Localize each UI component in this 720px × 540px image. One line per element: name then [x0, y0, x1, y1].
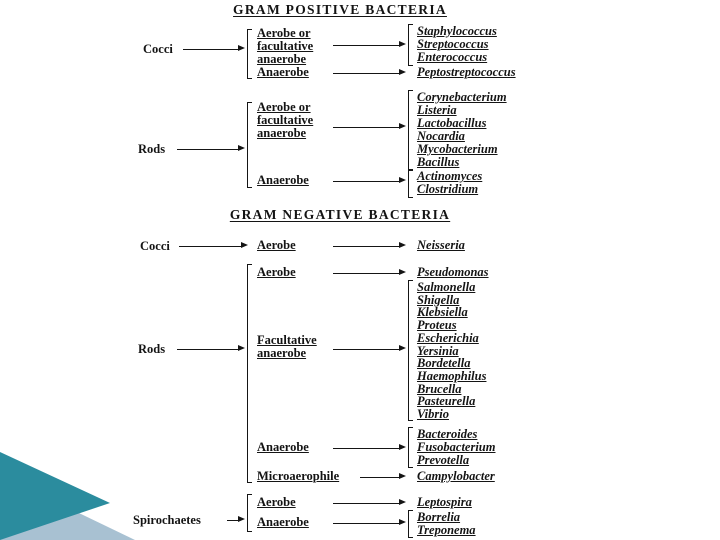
- gp-rods-anaerobe-organisms: [417, 170, 482, 196]
- gn-spiro-aerobe-label: Aerobe: [257, 495, 296, 509]
- gp-cocci-arrow: [183, 49, 238, 50]
- gn-rods-facultative-organisms: [417, 281, 486, 421]
- gp-rods-arrow: [177, 149, 238, 150]
- gn-spirochaetes-arrow: [227, 520, 238, 521]
- organism-name: Clostridium: [417, 182, 479, 196]
- gn-rods-anaerobe-label: Anaerobe: [257, 440, 309, 454]
- organism-name: Fusobacterium: [417, 440, 496, 454]
- gp-cocci-label: Cocci: [143, 42, 173, 56]
- organism-name: Treponema: [417, 523, 476, 537]
- gn-cocci-label: Cocci: [140, 239, 170, 253]
- organism-name: Enterococcus: [417, 50, 488, 64]
- corner-decoration: [0, 445, 150, 540]
- gp-rods-label: Rods: [138, 142, 166, 156]
- gp-cocci-aerobe-label: [257, 27, 313, 66]
- gn-spiro-aerobe-arrow: [333, 503, 399, 504]
- gn-rods-microaerophile-organism: Campylobacter: [417, 469, 495, 483]
- organism-name: Salmonella: [417, 280, 476, 294]
- organism-name: Klebsiella: [417, 305, 468, 320]
- organism-name: Borrelia: [417, 510, 461, 524]
- gn-spirochaetes-label: Spirochaetes: [133, 513, 201, 527]
- gn-spiro-anaerobe-organisms: [417, 511, 476, 537]
- gn-rods-arrow: [177, 349, 238, 350]
- organism-name: Lactobacillus: [417, 116, 487, 130]
- gn-rods-label: Rods: [138, 342, 166, 356]
- gn-rods-aerobe-arrow: [333, 273, 399, 274]
- organism-name: Vibrio: [417, 407, 449, 422]
- organism-name: Proteus: [417, 318, 457, 333]
- gn-rods-facultative-label: [257, 334, 317, 360]
- gn-spiro-anaerobe-bracket: [408, 510, 413, 538]
- gn-rods-aerobe-organism: Pseudomonas: [417, 265, 489, 279]
- organism-name: Corynebacterium: [417, 90, 507, 104]
- gram-negative-title: GRAM NEGATIVE BACTERIA: [229, 207, 451, 222]
- gp-cocci-organisms-bracket: [408, 24, 413, 66]
- gp-rods-anaerobe-bracket: [408, 169, 413, 198]
- text-line: facultative: [257, 113, 314, 127]
- organism-name: Haemophilus: [417, 368, 487, 383]
- organism-name: Yersinia: [417, 343, 459, 358]
- text-line: anaerobe: [257, 52, 307, 66]
- gp-rods-aerobe-organisms: [417, 91, 507, 169]
- gn-cocci-branch-label: Aerobe: [257, 238, 296, 252]
- gn-cocci-arrow: [179, 246, 241, 247]
- gn-cocci-organism: Neisseria: [417, 238, 465, 252]
- organism-name: Streptococcus: [417, 37, 489, 51]
- gp-rods-bracket: [247, 102, 252, 188]
- text-line: Facultative: [257, 333, 317, 347]
- text-line: Aerobe or: [257, 100, 311, 114]
- organism-name: Bacillus: [417, 155, 460, 169]
- gp-rods-aerobe-label: [257, 101, 313, 140]
- organism-name: Bacteroides: [417, 427, 478, 441]
- gp-cocci-anaerobe-label: Anaerobe: [257, 65, 309, 79]
- gp-cocci-anaerobe-organism: Peptostreptococcus: [417, 65, 516, 79]
- text-line: facultative: [257, 39, 314, 53]
- gn-spiro-aerobe-organism: Leptospira: [417, 495, 472, 509]
- organism-name: Prevotella: [417, 453, 470, 467]
- gp-rods-aerobe-arrow: [333, 127, 399, 128]
- gn-rods-bracket: [247, 264, 252, 483]
- gn-rods-anaerobe-bracket: [408, 427, 413, 468]
- gn-rods-anaerobe-arrow: [333, 448, 399, 449]
- organism-name: Actinomyces: [417, 169, 483, 183]
- organism-name: Brucella: [417, 381, 462, 396]
- text-line: anaerobe: [257, 126, 307, 140]
- gn-rods-anaerobe-organisms: [417, 428, 496, 467]
- gn-spiro-anaerobe-arrow: [333, 523, 399, 524]
- gn-rods-facultative-arrow: [333, 349, 399, 350]
- gp-rods-organisms-bracket: [408, 90, 413, 171]
- gp-cocci-aerobe-organisms: [417, 25, 497, 64]
- text-line: Aerobe or: [257, 26, 311, 40]
- gram-positive-title: GRAM POSITIVE BACTERIA: [233, 2, 447, 17]
- gn-spiro-anaerobe-label: Anaerobe: [257, 515, 309, 529]
- organism-name: Staphylococcus: [417, 24, 497, 38]
- gn-rods-aerobe-label: Aerobe: [257, 265, 296, 279]
- organism-name: Pasteurella: [417, 394, 476, 409]
- gp-cocci-anaerobe-arrow: [333, 73, 399, 74]
- gp-rods-anaerobe-label: Anaerobe: [257, 173, 309, 187]
- gn-cocci-branch-arrow: [333, 246, 399, 247]
- gn-rods-microaerophile-arrow: [360, 477, 399, 478]
- gn-rods-microaerophile-label: Microaerophile: [257, 469, 340, 483]
- gp-cocci-bracket: [247, 29, 252, 79]
- organism-name: Shigella: [417, 292, 460, 307]
- gp-rods-anaerobe-arrow: [333, 181, 399, 182]
- gp-cocci-aerobe-arrow: [333, 45, 399, 46]
- text-line: anaerobe: [257, 346, 307, 360]
- organism-name: Escherichia: [417, 330, 479, 345]
- organism-name: Bordetella: [417, 356, 471, 371]
- organism-name: Nocardia: [417, 129, 465, 143]
- organism-name: Listeria: [417, 103, 457, 117]
- gn-rods-facultative-bracket: [408, 280, 413, 421]
- organism-name: Mycobacterium: [417, 142, 498, 156]
- gn-spirochaetes-bracket: [247, 494, 252, 532]
